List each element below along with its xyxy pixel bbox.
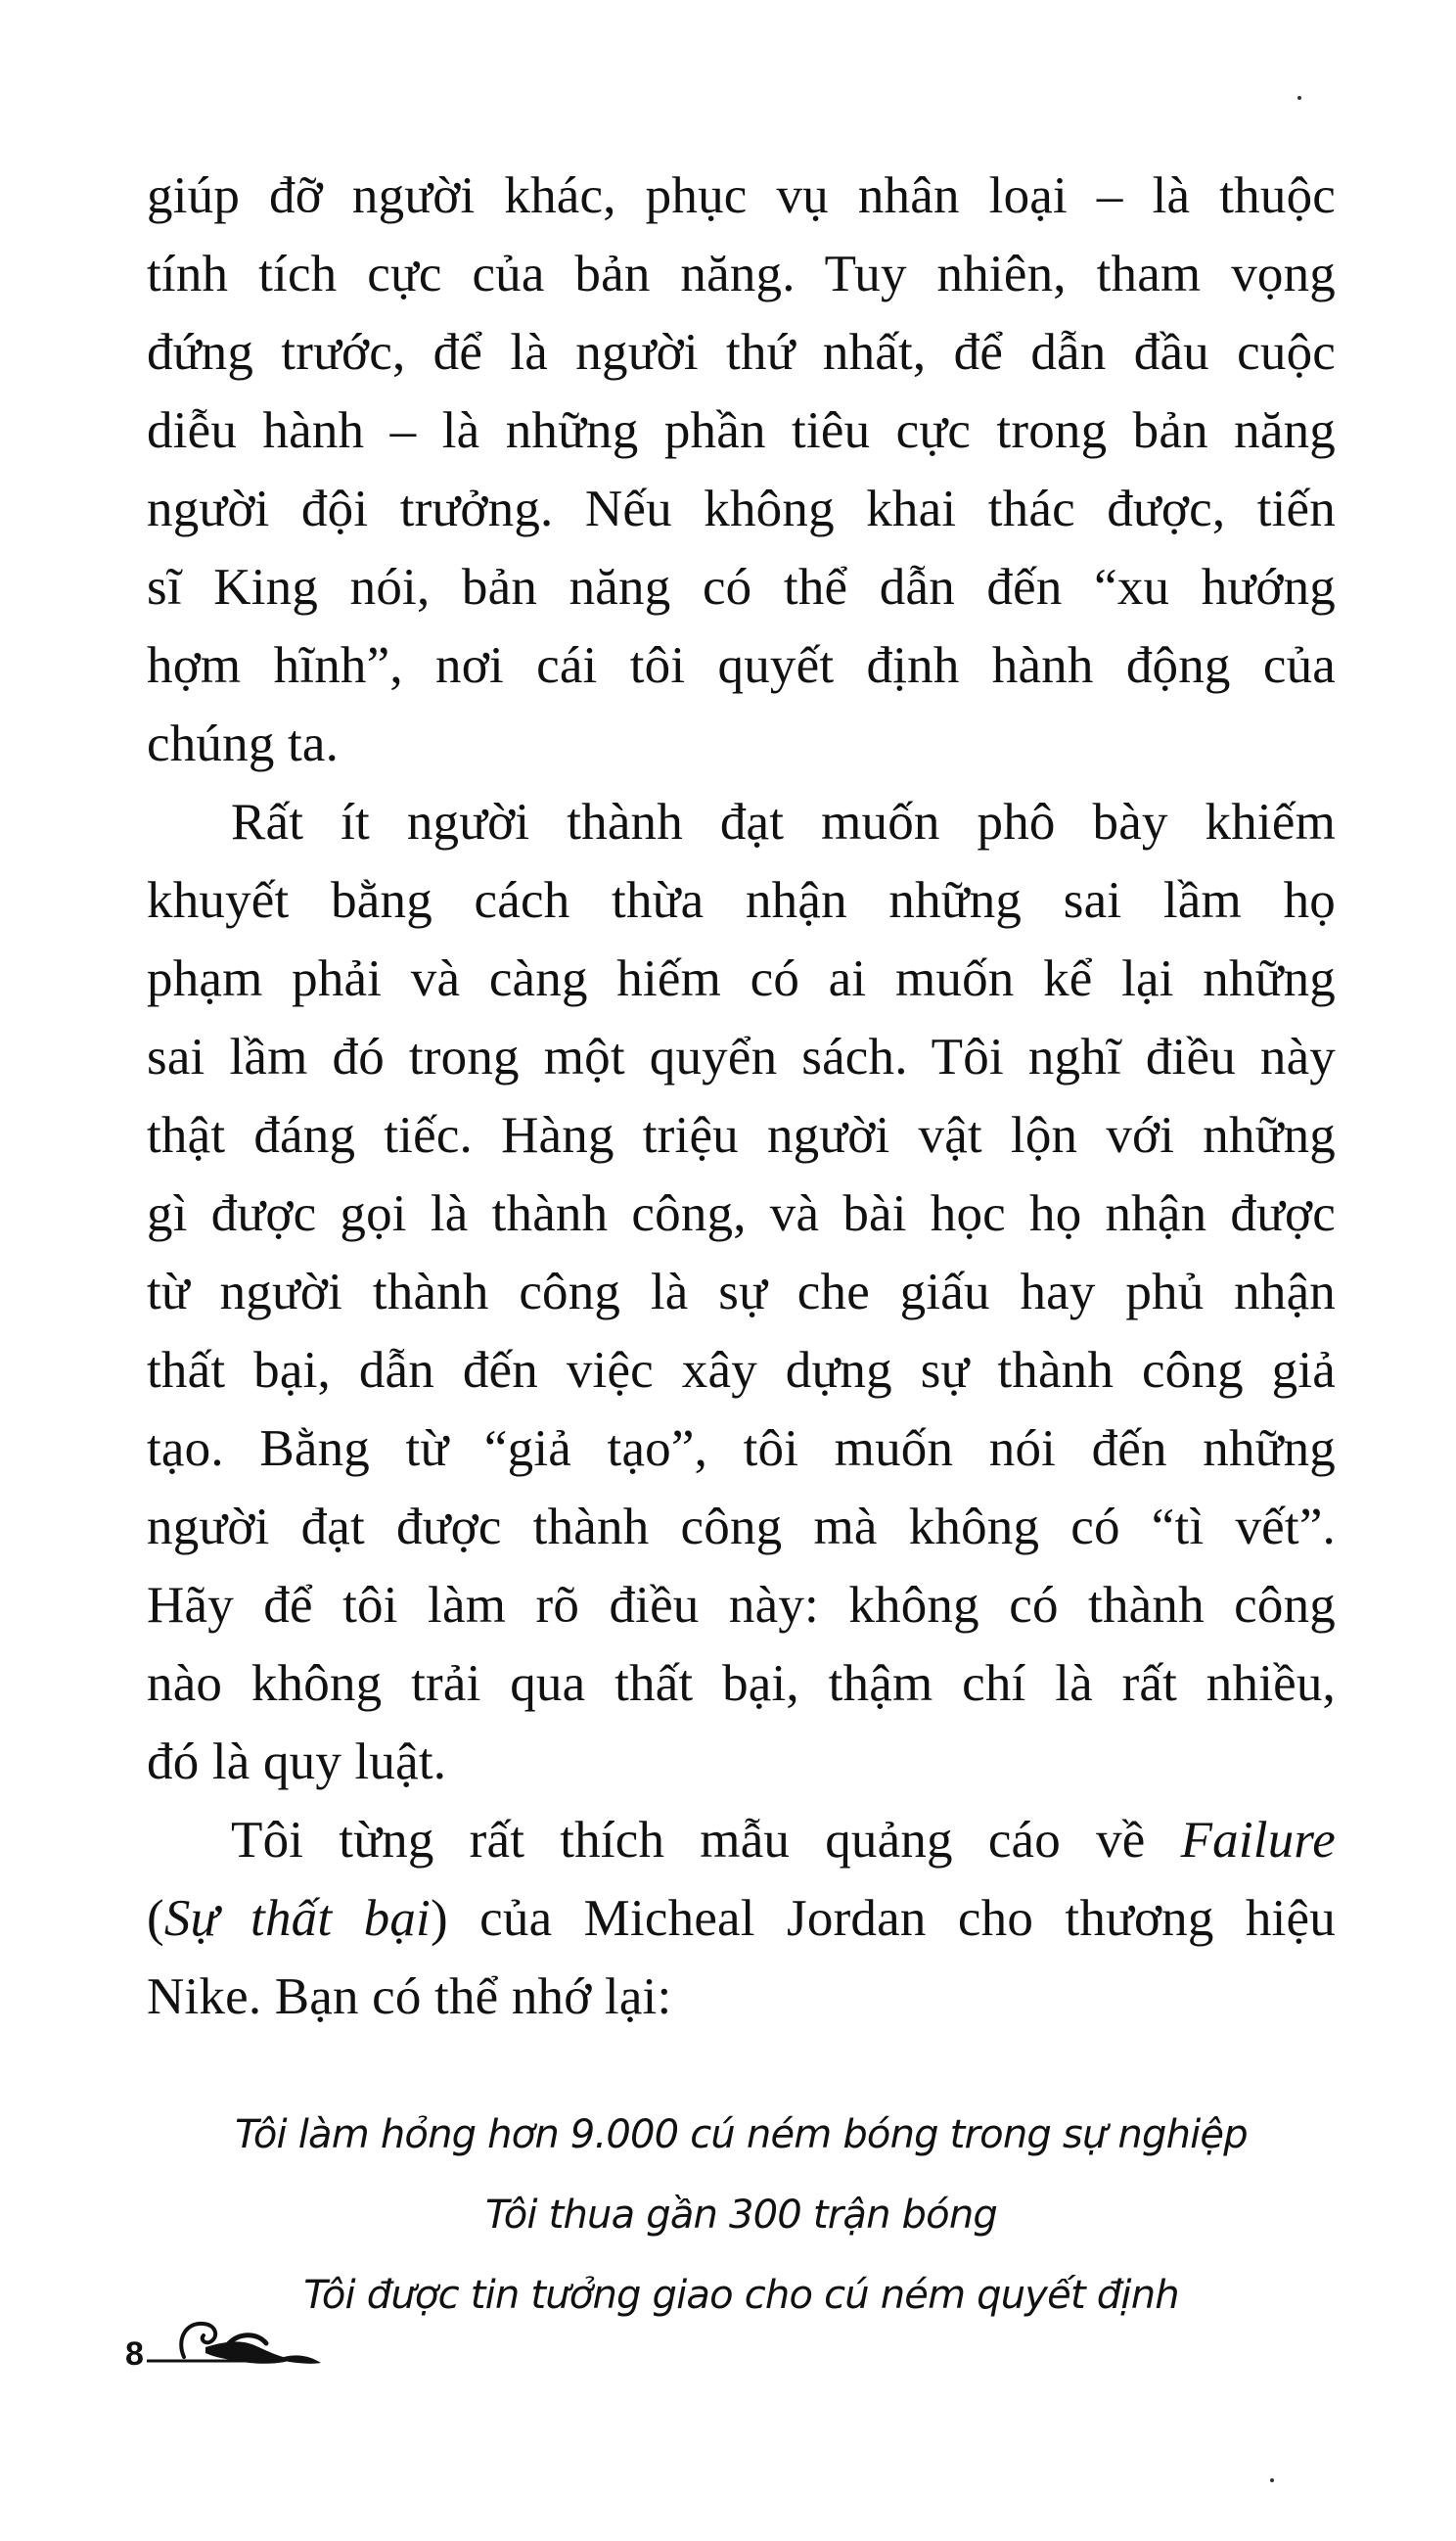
text-line: gì được gọi là thành công, và bài học họ nhận được [147,1185,1336,1242]
text-run: ) của Micheal Jordan cho thương hiệu [430,1890,1336,1947]
text-line: phạm phải và càng hiếm có ai muốn kể lại những [147,950,1336,1007]
text-line: chúng ta. [147,716,340,772]
text-line: hợm hĩnh”, nơi cái tôi quyết định hành động của [147,637,1336,694]
paragraph-3 [147,1801,1336,2036]
text-line: giúp đỡ người khác, phục vụ nhân loại – là thuộc [147,167,1336,224]
text-line: người đạt được thành công mà không có “tì vết”. [147,1499,1336,1555]
text-line: đó là quy luật. [147,1733,447,1790]
text-line: sĩ King nói, bản năng có thể dẫn đến “xu hướng [147,559,1336,616]
quote-line: Tôi thua gần 300 trận bóng [485,2193,997,2238]
text-line: khuyết bằng cách thừa nhận những sai lầm họ [147,872,1336,929]
text-line: sai lầm đó trong một quyển sách. Tôi nghĩ điều này [147,1029,1336,1086]
text-run: ( [147,1890,164,1947]
text-line: Rất ít người thành đạt muốn phô bày khiếm [231,794,1336,851]
quote-line: Tôi được tin tưởng giao cho cú ném quyết định [303,2273,1179,2318]
scan-speck [1270,2478,1274,2482]
text-line: đứng trước, để là người thứ nhất, để dẫn đầu cuộc [147,324,1336,381]
text-line: nào không trải qua thất bại, thậm chí là rất nhiều, [147,1655,1336,1712]
text-line: thất bại, dẫn đến việc xây dựng sự thành công giả [147,1342,1336,1399]
swan-ornament-icon [147,2300,333,2379]
scan-speck [1297,96,1301,100]
body-text [147,157,1336,2036]
paragraph-2 [147,783,1336,1801]
text-line: thật đáng tiếc. Hàng triệu người vật lộn với những [147,1107,1336,1164]
text-line: tạo. Bằng từ “giả tạo”, tôi muốn nói đến những [147,1420,1336,1477]
text-line: từ người thành công là sự che giấu hay phủ nhận [147,1264,1336,1320]
text-line [147,1801,1336,1879]
italic-title: Failure [1180,1812,1336,1869]
quote-line: Tôi làm hỏng hơn 9.000 cú ném bóng trong sự nghiệp [235,2112,1248,2157]
text-line: Hãy để tôi làm rõ điều này: không có thành công [147,1577,1336,1634]
text-line: diễu hành – là những phần tiêu cực trong bản năng [147,402,1336,459]
text-run: Tôi từng rất thích mẫu quảng cáo về [231,1812,1181,1869]
text-line: người đội trưởng. Nếu không khai thác được, tiến [147,481,1336,537]
paragraph-1 [147,157,1336,783]
text-line: Nike. Bạn có thể nhớ lại: [147,1968,672,2025]
page-number: 8 [125,2335,144,2373]
text-line: tính tích cực của bản năng. Tuy nhiên, tham vọng [147,246,1336,302]
text-line [147,1879,1336,1958]
italic-translation: Sự thất bại [163,1890,431,1947]
